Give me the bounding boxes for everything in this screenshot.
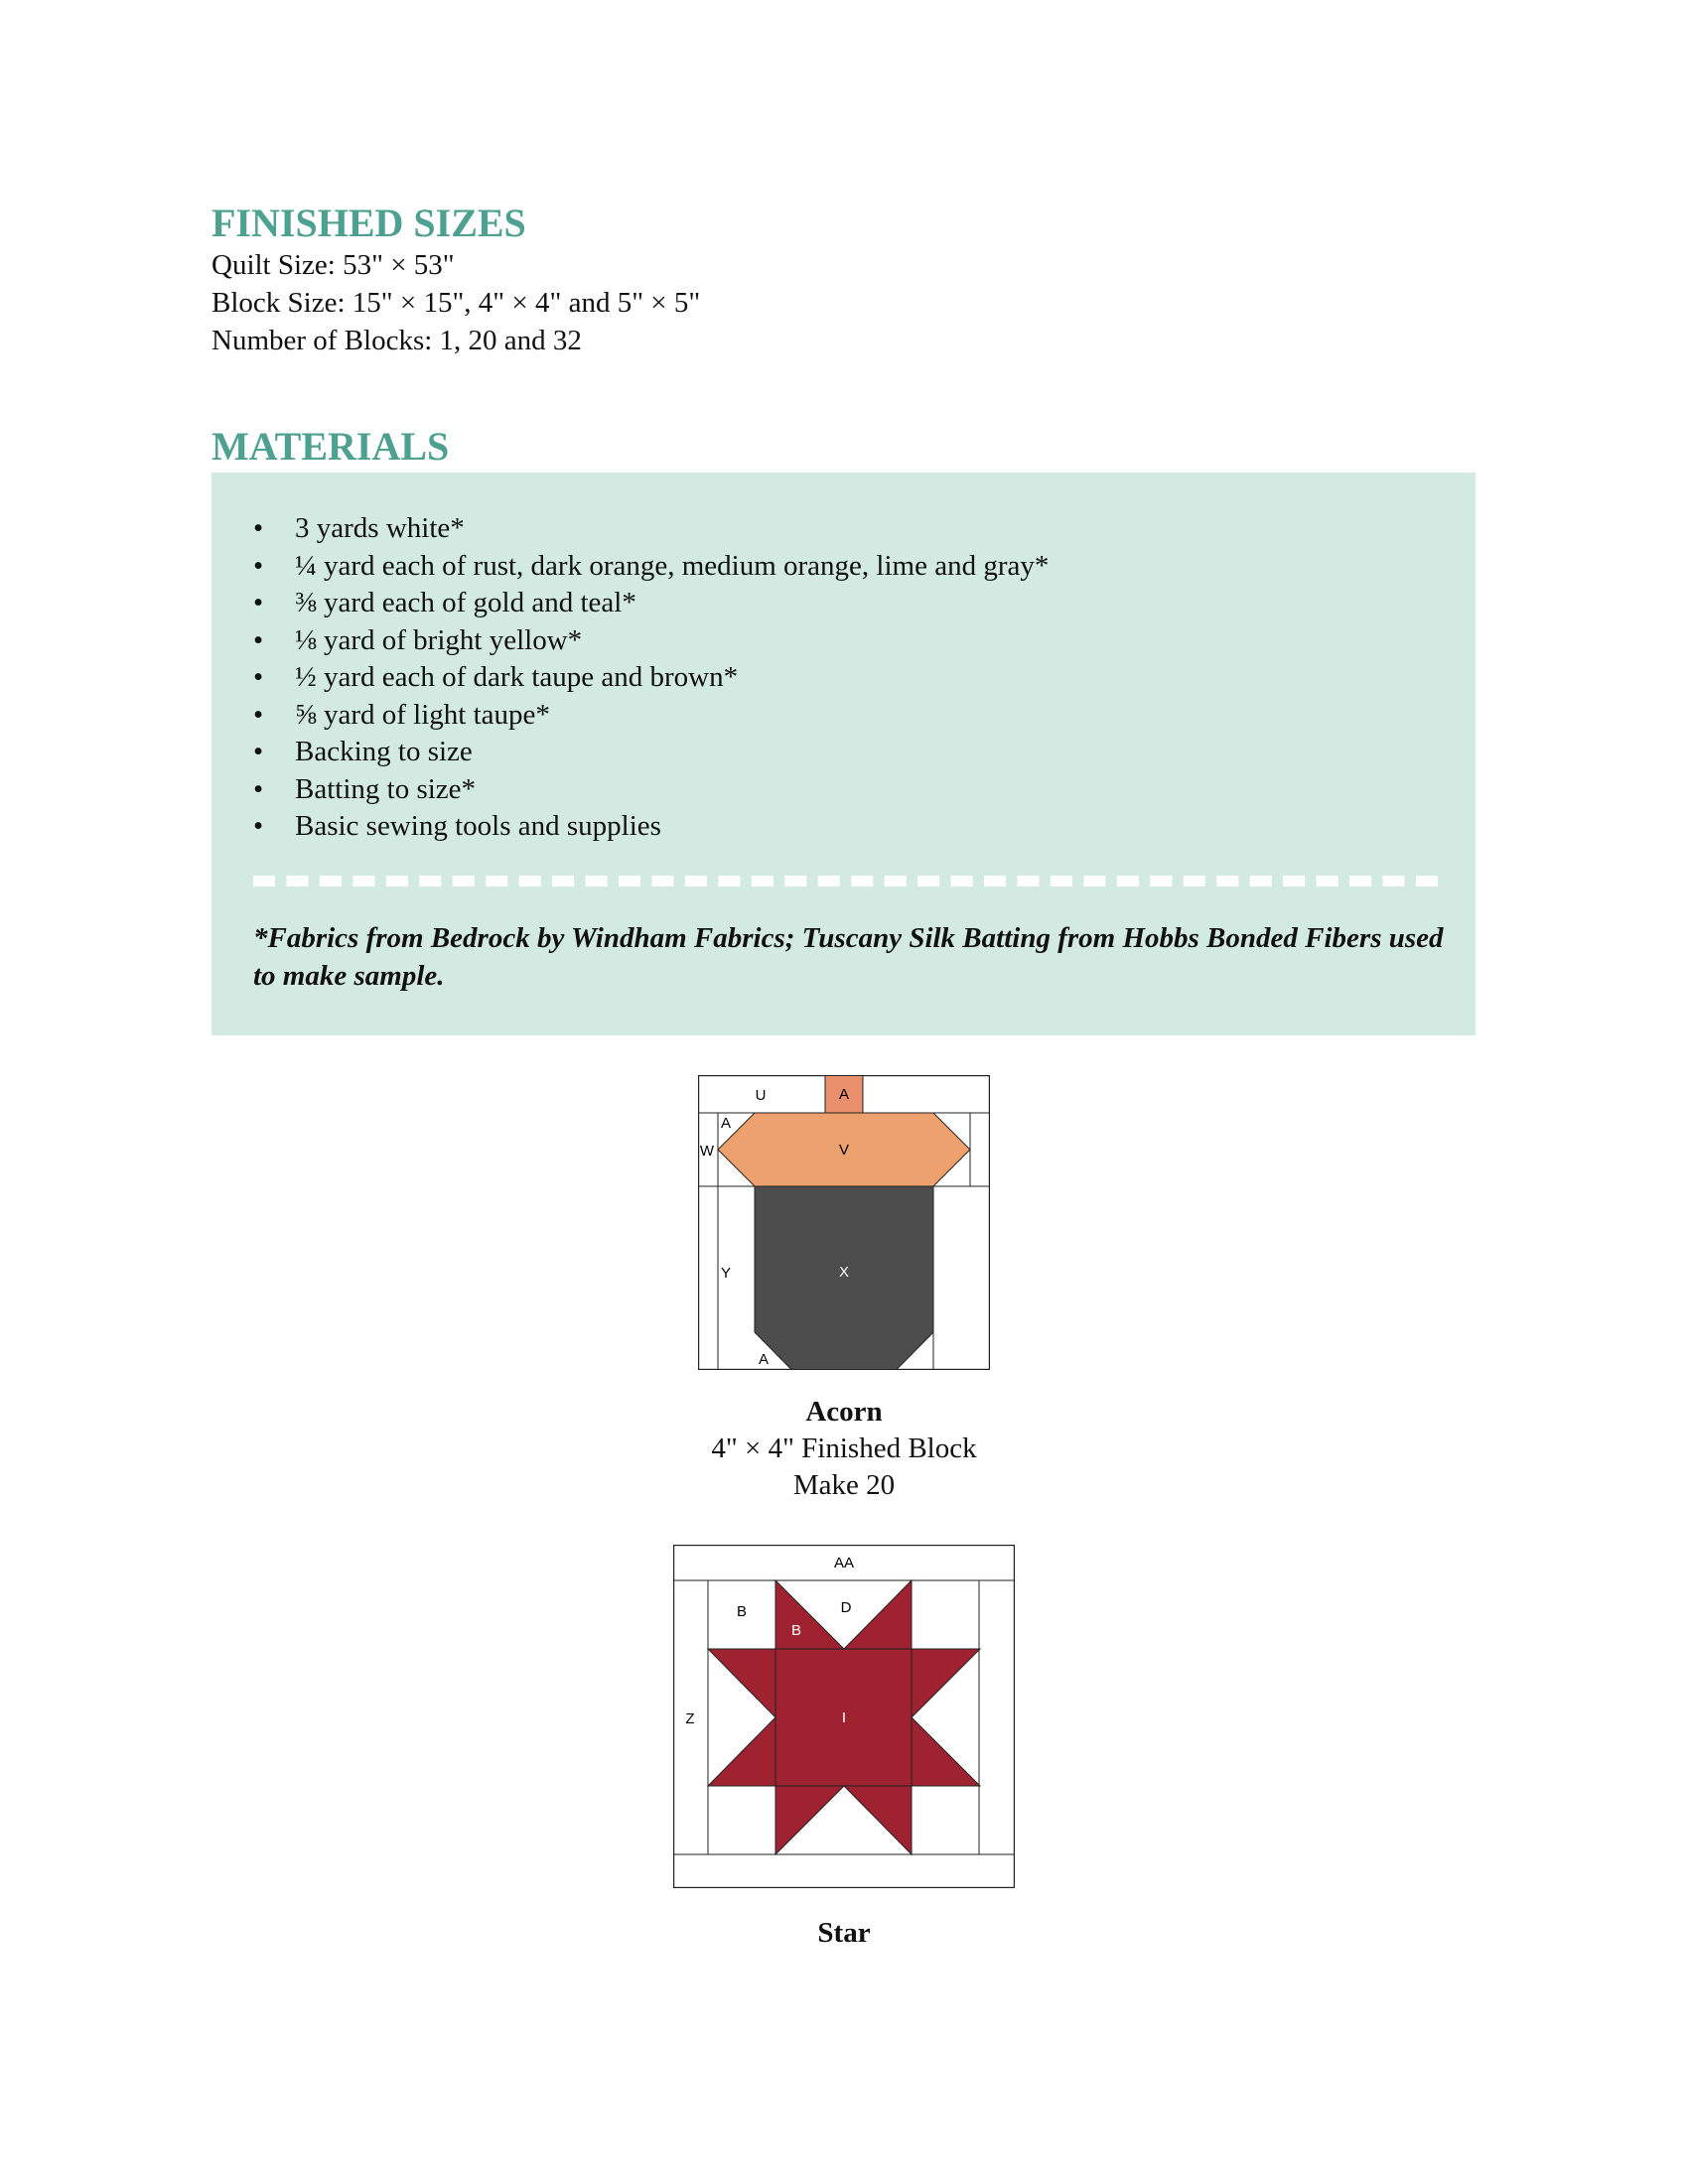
- finished-sizes-list: [211, 246, 700, 359]
- dashed-divider: [253, 876, 1438, 887]
- star-label-d: D: [840, 1599, 852, 1616]
- list-item: • ⅝ yard of light taupe*: [211, 697, 1049, 735]
- star-block-diagram: [673, 1545, 1015, 1888]
- star-label-b-white: B: [736, 1603, 748, 1620]
- acorn-label-y: Y: [720, 1265, 732, 1282]
- acorn-label-x: X: [838, 1264, 850, 1281]
- bullet-icon: •: [253, 698, 264, 731]
- bullet-icon: •: [253, 661, 264, 693]
- quilt-size: Quilt Size: 53" × 53": [211, 249, 455, 281]
- acorn-label-a-left: A: [720, 1115, 732, 1132]
- list-item: • ½ yard each of dark taupe and brown*: [211, 659, 1049, 697]
- acorn-caption: [0, 1394, 1688, 1504]
- bullet-icon: •: [253, 772, 264, 805]
- star-caption: [0, 1915, 1688, 1952]
- acorn-label-a-top: A: [838, 1086, 850, 1103]
- fabric-note: *Fabrics from Bedrock by Windham Fabrics; Tuscany Silk Batting from Hobbs Bonded Fibers used to make sample.: [253, 922, 1444, 992]
- materials-heading: MATERIALS: [211, 424, 450, 469]
- list-item: • 3 yards white*: [211, 510, 1049, 548]
- star-title: Star: [817, 1917, 871, 1949]
- star-label-aa: AA: [833, 1555, 855, 1571]
- bullet-icon: •: [253, 512, 264, 544]
- acorn-label-u: U: [755, 1087, 767, 1104]
- bullet-icon: •: [253, 549, 264, 582]
- bullet-icon: •: [253, 623, 264, 656]
- block-size: Block Size: 15" × 15", 4" × 4" and 5" × 5": [211, 287, 701, 319]
- list-item: • ⅛ yard of bright yellow*: [211, 622, 1049, 660]
- list-item: • ¼ yard each of rust, dark orange, medium orange, lime and gray*: [211, 548, 1049, 586]
- star-label-i: I: [841, 1709, 847, 1726]
- star-label-b-red: B: [790, 1622, 802, 1639]
- acorn-make-count: Make 20: [792, 1469, 896, 1501]
- acorn-label-a-bottom: A: [758, 1351, 770, 1368]
- finished-sizes-heading: FINISHED SIZES: [211, 201, 526, 245]
- list-item: • Backing to size: [211, 734, 1049, 771]
- bullet-icon: •: [253, 810, 264, 842]
- acorn-label-w: W: [699, 1143, 715, 1160]
- list-item: • Batting to size*: [211, 771, 1049, 809]
- acorn-size: 4" × 4" Finished Block: [711, 1433, 977, 1464]
- star-label-z: Z: [685, 1710, 695, 1727]
- acorn-label-v: V: [838, 1142, 850, 1159]
- acorn-block-diagram: [698, 1075, 990, 1370]
- bullet-icon: •: [253, 736, 264, 767]
- bullet-icon: •: [253, 587, 264, 618]
- materials-box: [211, 473, 1476, 1035]
- list-item: • Basic sewing tools and supplies: [211, 808, 1049, 846]
- acorn-title: Acorn: [805, 1396, 883, 1428]
- list-item: • ⅜ yard each of gold and teal*: [211, 585, 1049, 622]
- number-of-blocks: Number of Blocks: 1, 20 and 32: [211, 325, 582, 356]
- materials-list: [211, 510, 1049, 846]
